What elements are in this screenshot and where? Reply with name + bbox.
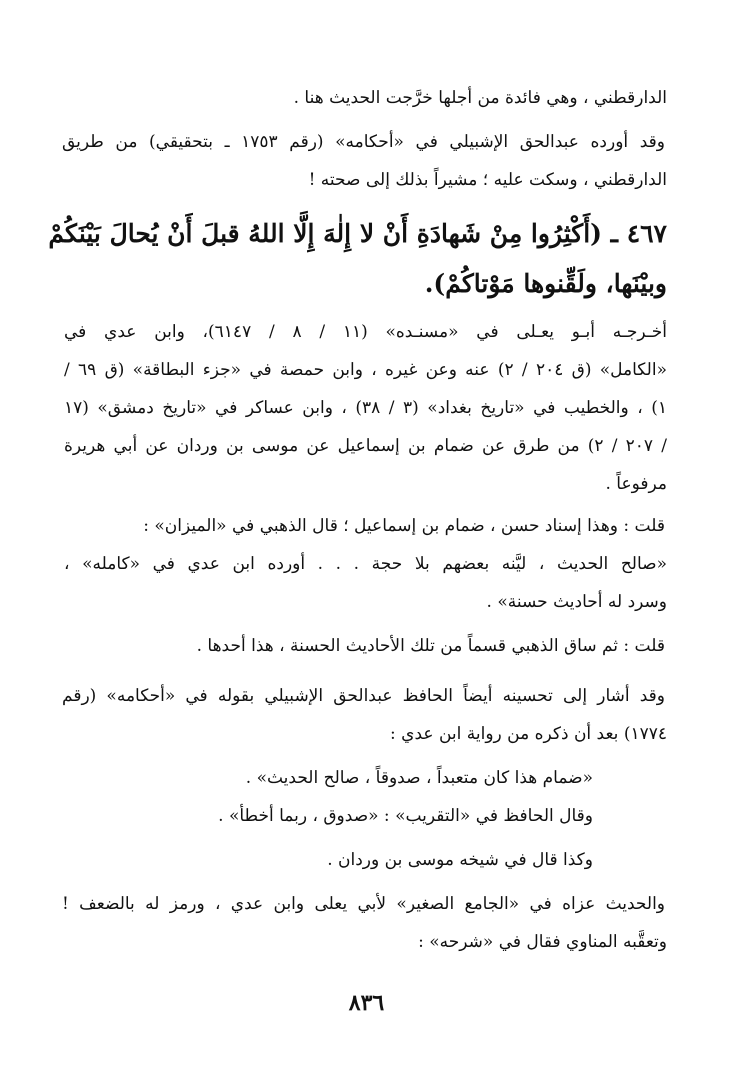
text-line-6: ١) ، والخطيب في «تاريخ بغداد» (٣ / ٣٨) ، وابن عساكر في «تاريخ دمشق» (١٧ [64, 398, 667, 418]
text-line-11: وسرد له أحاديث حسنة» . [486, 592, 667, 612]
text-line-10: «صالح الحديث ، ليَّنه بعضهم بلا حجة . . . أورده ابن عدي في «كامله» ، [64, 554, 667, 574]
text-line-2: وقد أورده عبدالحق الإشبيلي في «أحكامه» (رقم ١٧٥٣ ـ بتحقيقي) من طريق [62, 132, 665, 152]
text-line-4: أخـرجـه أبـو يعـلى في «مسنـده» (١١ / ٨ / ٦١٤٧)، وابن عدي في [64, 322, 667, 342]
text-line-15: «ضمام هذا كان متعبداً ، صدوقاً ، صالح الحديث» . [245, 768, 593, 788]
hadith-title-line-1: ٤٦٧ ـ (أَكْثِرُوا مِنْ شَهادَةِ أَنْ لا إِلٰهَ إِلَّا اللهُ قبلَ أَنْ يُحالَ بَيْنَكُمْ [48, 219, 667, 248]
text-line-13: وقد أشار إلى تحسينه أيضاً الحافظ عبدالحق الإشبيلي بقوله في «أحكامه» (رقم [62, 686, 665, 706]
text-line-12: قلت : ثم ساق الذهبي قسماً من تلك الأحاديث الحسنة ، هذا أحدها . [196, 636, 665, 656]
text-line-14: ١٧٧٤) بعد أن ذكره من رواية ابن عدي : [390, 724, 667, 744]
text-line-18: والحديث عزاه في «الجامع الصغير» لأبي يعلى وابن عدي ، ورمز له بالضعف ! [62, 894, 666, 914]
text-line-9: قلت : وهذا إسناد حسن ، ضمام بن إسماعيل ؛ قال الذهبي في «الميزان» : [143, 516, 665, 536]
text-line-1: الدارقطني ، وهي فائدة من أجلها خرَّجت الحديث هنا . [293, 88, 667, 108]
text-line-5: «الكامل» (ق ٢٠٤ / ٢) عنه وعن غيره ، وابن حمصة في «جزء البطاقة» (ق ٦٩ / [64, 360, 667, 380]
text-line-16: وقال الحافظ في «التقريب» : «صدوق ، ربما أخطأ» . [218, 806, 593, 826]
text-line-7: / ٢٠٧ / ٢) من طرق عن ضمام بن إسماعيل عن موسى بن وردان عن أبي هريرة [64, 436, 667, 456]
hadith-title-line-2: وبيْنَها، ولَقِّنوها مَوْتاكُمْ). [424, 269, 667, 298]
text-line-17: وكذا قال في شيخه موسى بن وردان . [327, 850, 593, 870]
text-line-8: مرفوعاً . [605, 474, 667, 494]
page-number: ٨٣٦ [348, 990, 385, 1016]
text-line-19: وتعقَّبه المناوي فقال في «شرحه» : [418, 932, 667, 952]
text-line-3: الدارقطني ، وسكت عليه ؛ مشيراً بذلك إلى صحته ! [308, 170, 667, 190]
